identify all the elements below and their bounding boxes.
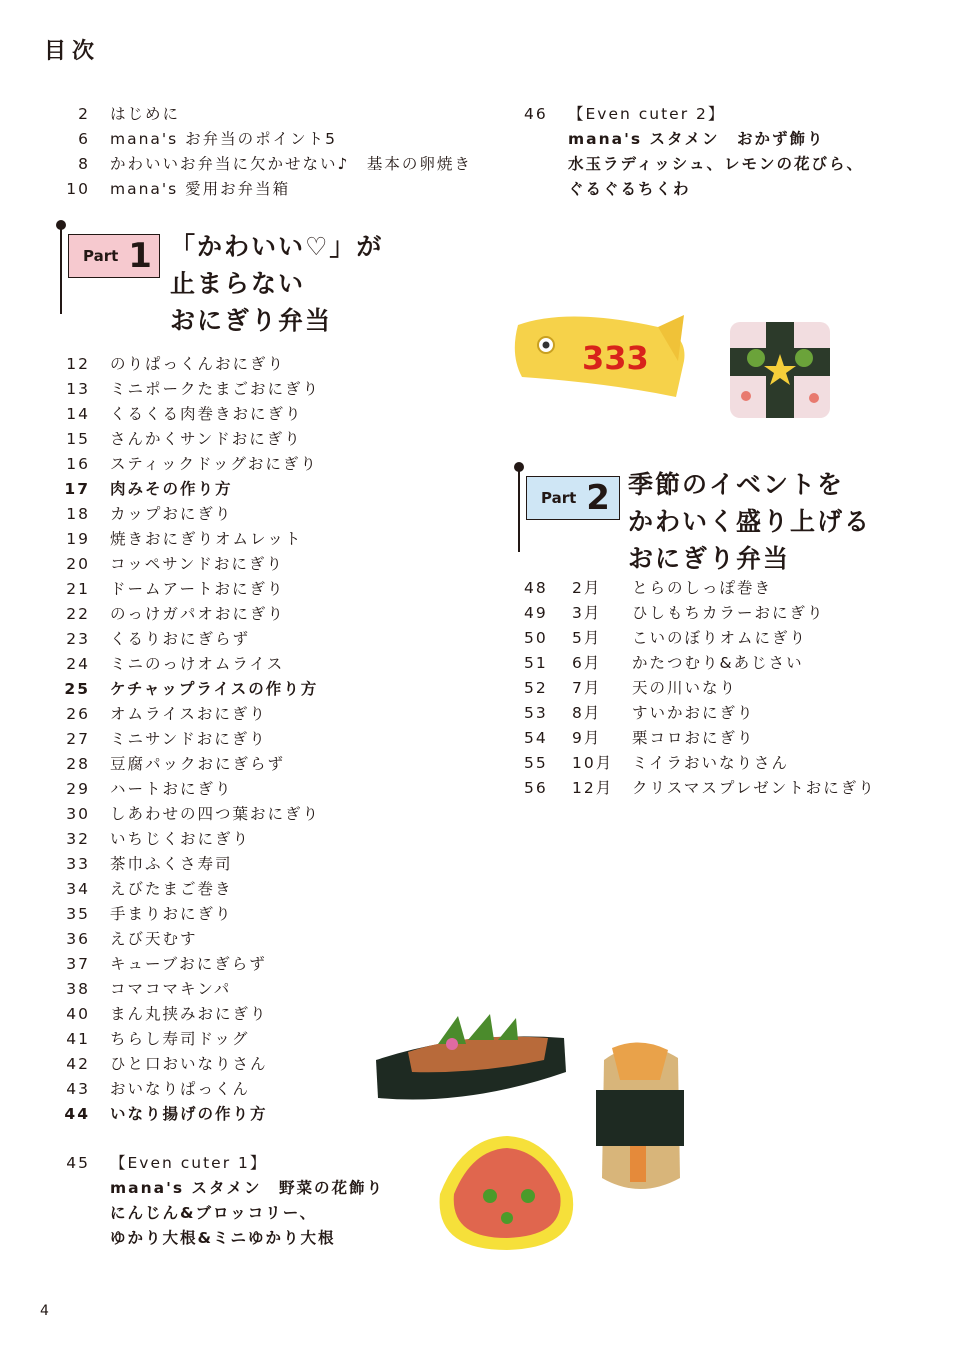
entry-subtitle: mana's スタメン おかず飾り xyxy=(568,130,825,148)
month-label: 3月 xyxy=(572,604,602,622)
entry-title: かたつむり&あじさい xyxy=(632,654,804,672)
entry-title: 茶巾ふくさ寿司 xyxy=(110,855,233,873)
entry-title: ミニサンドおにぎり xyxy=(110,730,267,748)
page-number-ref: 14 xyxy=(66,405,90,423)
entry-title: 手まりおにぎり xyxy=(110,905,233,923)
entry-title: さんかくサンドおにぎり xyxy=(110,430,302,448)
month-label: 7月 xyxy=(572,679,602,697)
page-number-ref: 51 xyxy=(524,654,548,672)
part-number: 1 xyxy=(128,236,152,276)
page-number-ref: 25 xyxy=(64,680,90,698)
part-title-line: かわいく盛り上げる xyxy=(628,507,872,536)
carp-ketchup-text: 333 xyxy=(582,339,649,377)
entry-title: くるくる肉巻きおにぎり xyxy=(110,405,303,423)
entry-title: ドームアートおにぎり xyxy=(110,580,285,598)
page-number-ref: 37 xyxy=(66,955,90,973)
page-number-ref: 15 xyxy=(66,430,90,448)
page-number-ref: 13 xyxy=(66,380,90,398)
month-label: 2月 xyxy=(572,579,602,597)
page-number-ref: 52 xyxy=(524,679,548,697)
part2-badge xyxy=(526,476,620,520)
entry-title: とらのしっぽ巻き xyxy=(632,579,773,597)
entry-title: すいかおにぎり xyxy=(632,704,755,722)
part-title-line: おにぎり弁当 xyxy=(170,306,333,335)
month-label: 5月 xyxy=(572,629,602,647)
month-label: 12月 xyxy=(572,779,614,797)
flag-dot xyxy=(514,462,524,472)
entry-subtitle: ぐるぐるちくわ xyxy=(568,180,691,198)
chirashi-dog-photo xyxy=(368,1010,570,1110)
entry-title: 栗コロおにぎり xyxy=(632,729,755,747)
page-number-ref: 33 xyxy=(66,855,90,873)
page-number-ref: 54 xyxy=(524,729,548,747)
entry-title: えびたまご巻き xyxy=(110,880,233,898)
part2-title xyxy=(628,466,871,577)
page-number-ref: 55 xyxy=(524,754,548,772)
entry-title: 肉みその作り方 xyxy=(110,480,233,498)
entry-title: おいなりぱっくん xyxy=(110,1080,251,1098)
part1-badge xyxy=(68,234,160,278)
page-number-ref: 16 xyxy=(66,455,90,473)
entry-title: クリスマスプレゼントおにぎり xyxy=(632,779,876,797)
page-number-ref: 22 xyxy=(66,605,90,623)
month-label: 10月 xyxy=(572,754,614,772)
entry-title: いちじくおにぎり xyxy=(110,830,251,848)
entry-title: ケチャップライスの作り方 xyxy=(110,680,319,698)
page-number-ref: 44 xyxy=(64,1105,90,1123)
cube-onigirazu-photo xyxy=(726,318,834,422)
page-number-ref: 41 xyxy=(66,1030,90,1048)
ketchup-rice-onigiri-photo xyxy=(432,1132,582,1256)
page-number-ref: 10 xyxy=(66,180,90,198)
entry-title: まん丸挟みおにぎり xyxy=(110,1005,268,1023)
page-number-ref: 56 xyxy=(524,779,548,797)
page-number-ref: 8 xyxy=(78,155,90,173)
month-label: 8月 xyxy=(572,704,602,722)
page-number-ref: 19 xyxy=(66,530,90,548)
entry-title: カップおにぎり xyxy=(110,505,233,523)
entry-title: しあわせの四つ葉おにぎり xyxy=(110,805,321,823)
page-number-ref: 20 xyxy=(66,555,90,573)
page-number-ref: 29 xyxy=(66,780,90,798)
entry-subtitle: 水玉ラディッシュ、レモンの花びら、 xyxy=(568,155,864,173)
entry-title: コッペサンドおにぎり xyxy=(110,555,284,573)
month-label: 6月 xyxy=(572,654,602,672)
entry-title: mana's 愛用お弁当箱 xyxy=(110,180,291,198)
month-label: 9月 xyxy=(572,729,602,747)
entry-title: オムライスおにぎり xyxy=(110,705,267,723)
part-title-line: おにぎり弁当 xyxy=(628,544,791,573)
page-number-ref: 18 xyxy=(66,505,90,523)
entry-title: コマコマキンパ xyxy=(110,980,232,998)
entry-title: mana's お弁当のポイント5 xyxy=(110,130,338,148)
page-number-ref: 50 xyxy=(524,629,548,647)
page-number-ref: 38 xyxy=(66,980,90,998)
entry-title: くるりおにぎらず xyxy=(110,630,251,648)
page-title: 目次 xyxy=(44,39,101,64)
page-number-ref: 48 xyxy=(524,579,548,597)
page-number-ref: 40 xyxy=(66,1005,90,1023)
page-number-ref: 12 xyxy=(66,355,90,373)
part-title-line: 止まらない xyxy=(170,269,306,298)
page-number-ref: 23 xyxy=(66,630,90,648)
flag-pole xyxy=(60,226,62,314)
page-number-ref: 17 xyxy=(64,480,90,498)
flag-pole xyxy=(518,468,520,552)
entry-title: ミイラおいなりさん xyxy=(632,754,790,772)
page-number-ref: 36 xyxy=(66,930,90,948)
carp-omelet-photo xyxy=(508,305,693,405)
page-number-ref: 21 xyxy=(66,580,90,598)
page-number-ref: 32 xyxy=(66,830,90,848)
entry-subtitle: mana's スタメン 野菜の花飾り xyxy=(110,1179,384,1197)
part-label: Part xyxy=(541,489,577,507)
entry-title: 【Even cuter 2】 xyxy=(568,105,726,123)
page-number-ref: 26 xyxy=(66,705,90,723)
entry-title: ちらし寿司ドッグ xyxy=(110,1030,250,1048)
page-number-ref: 24 xyxy=(66,655,90,673)
page-number-ref: 27 xyxy=(66,730,90,748)
page-number: 4 xyxy=(40,1303,49,1319)
entry-title: いなり揚げの作り方 xyxy=(110,1105,268,1123)
entry-title: のりぱっくんおにぎり xyxy=(110,355,286,373)
page-number-ref: 53 xyxy=(524,704,548,722)
entry-subtitle: にんじん&ブロッコリー、 xyxy=(110,1204,318,1222)
entry-title: 【Even cuter 1】 xyxy=(110,1154,268,1172)
entry-title: ミニのっけオムライス xyxy=(110,655,285,673)
entry-title: ひしもちカラーおにぎり xyxy=(632,604,825,622)
entry-title: キューブおにぎらず xyxy=(110,955,267,973)
entry-title: ハートおにぎり xyxy=(110,780,233,798)
page-number-ref: 28 xyxy=(66,755,90,773)
entry-title: スティックドッグおにぎり xyxy=(110,455,318,473)
part1-title xyxy=(170,228,383,339)
page-number-ref: 35 xyxy=(66,905,90,923)
entry-title: こいのぼりオムにぎり xyxy=(632,629,808,647)
page-number-ref: 6 xyxy=(78,130,90,148)
entry-title: はじめに xyxy=(110,105,181,123)
entry-title: のっけガパオおにぎり xyxy=(110,605,285,623)
page-number-ref: 30 xyxy=(66,805,90,823)
page-number-ref: 49 xyxy=(524,604,548,622)
part-title-line: 「かわいい♡」が xyxy=(170,232,384,261)
entry-title: ミニポークたまごおにぎり xyxy=(110,380,321,398)
part-number: 2 xyxy=(586,478,610,518)
page-number-ref: 42 xyxy=(66,1055,90,1073)
page-number-ref: 43 xyxy=(66,1080,90,1098)
entry-title: 焼きおにぎりオムレット xyxy=(110,530,303,548)
entry-title: 豆腐パックおにぎらず xyxy=(110,755,286,773)
part-title-line: 季節のイベントを xyxy=(628,470,845,499)
page-number-ref: 2 xyxy=(78,105,90,123)
entry-title: えび天むす xyxy=(110,930,198,948)
page-number-ref: 46 xyxy=(524,105,548,123)
entry-title: ひと口おいなりさん xyxy=(110,1055,268,1073)
entry-subtitle: ゆかり大根&ミニゆかり大根 xyxy=(110,1229,336,1247)
entry-title: かわいいお弁当に欠かせない♪ 基本の卵焼き xyxy=(110,155,472,173)
part-label: Part xyxy=(83,247,119,265)
ebi-tenmusu-photo xyxy=(594,1040,686,1196)
page-number-ref: 45 xyxy=(66,1154,90,1172)
entry-title: 天の川いなり xyxy=(632,679,738,697)
page-number-ref: 34 xyxy=(66,880,90,898)
flag-dot xyxy=(56,220,66,230)
